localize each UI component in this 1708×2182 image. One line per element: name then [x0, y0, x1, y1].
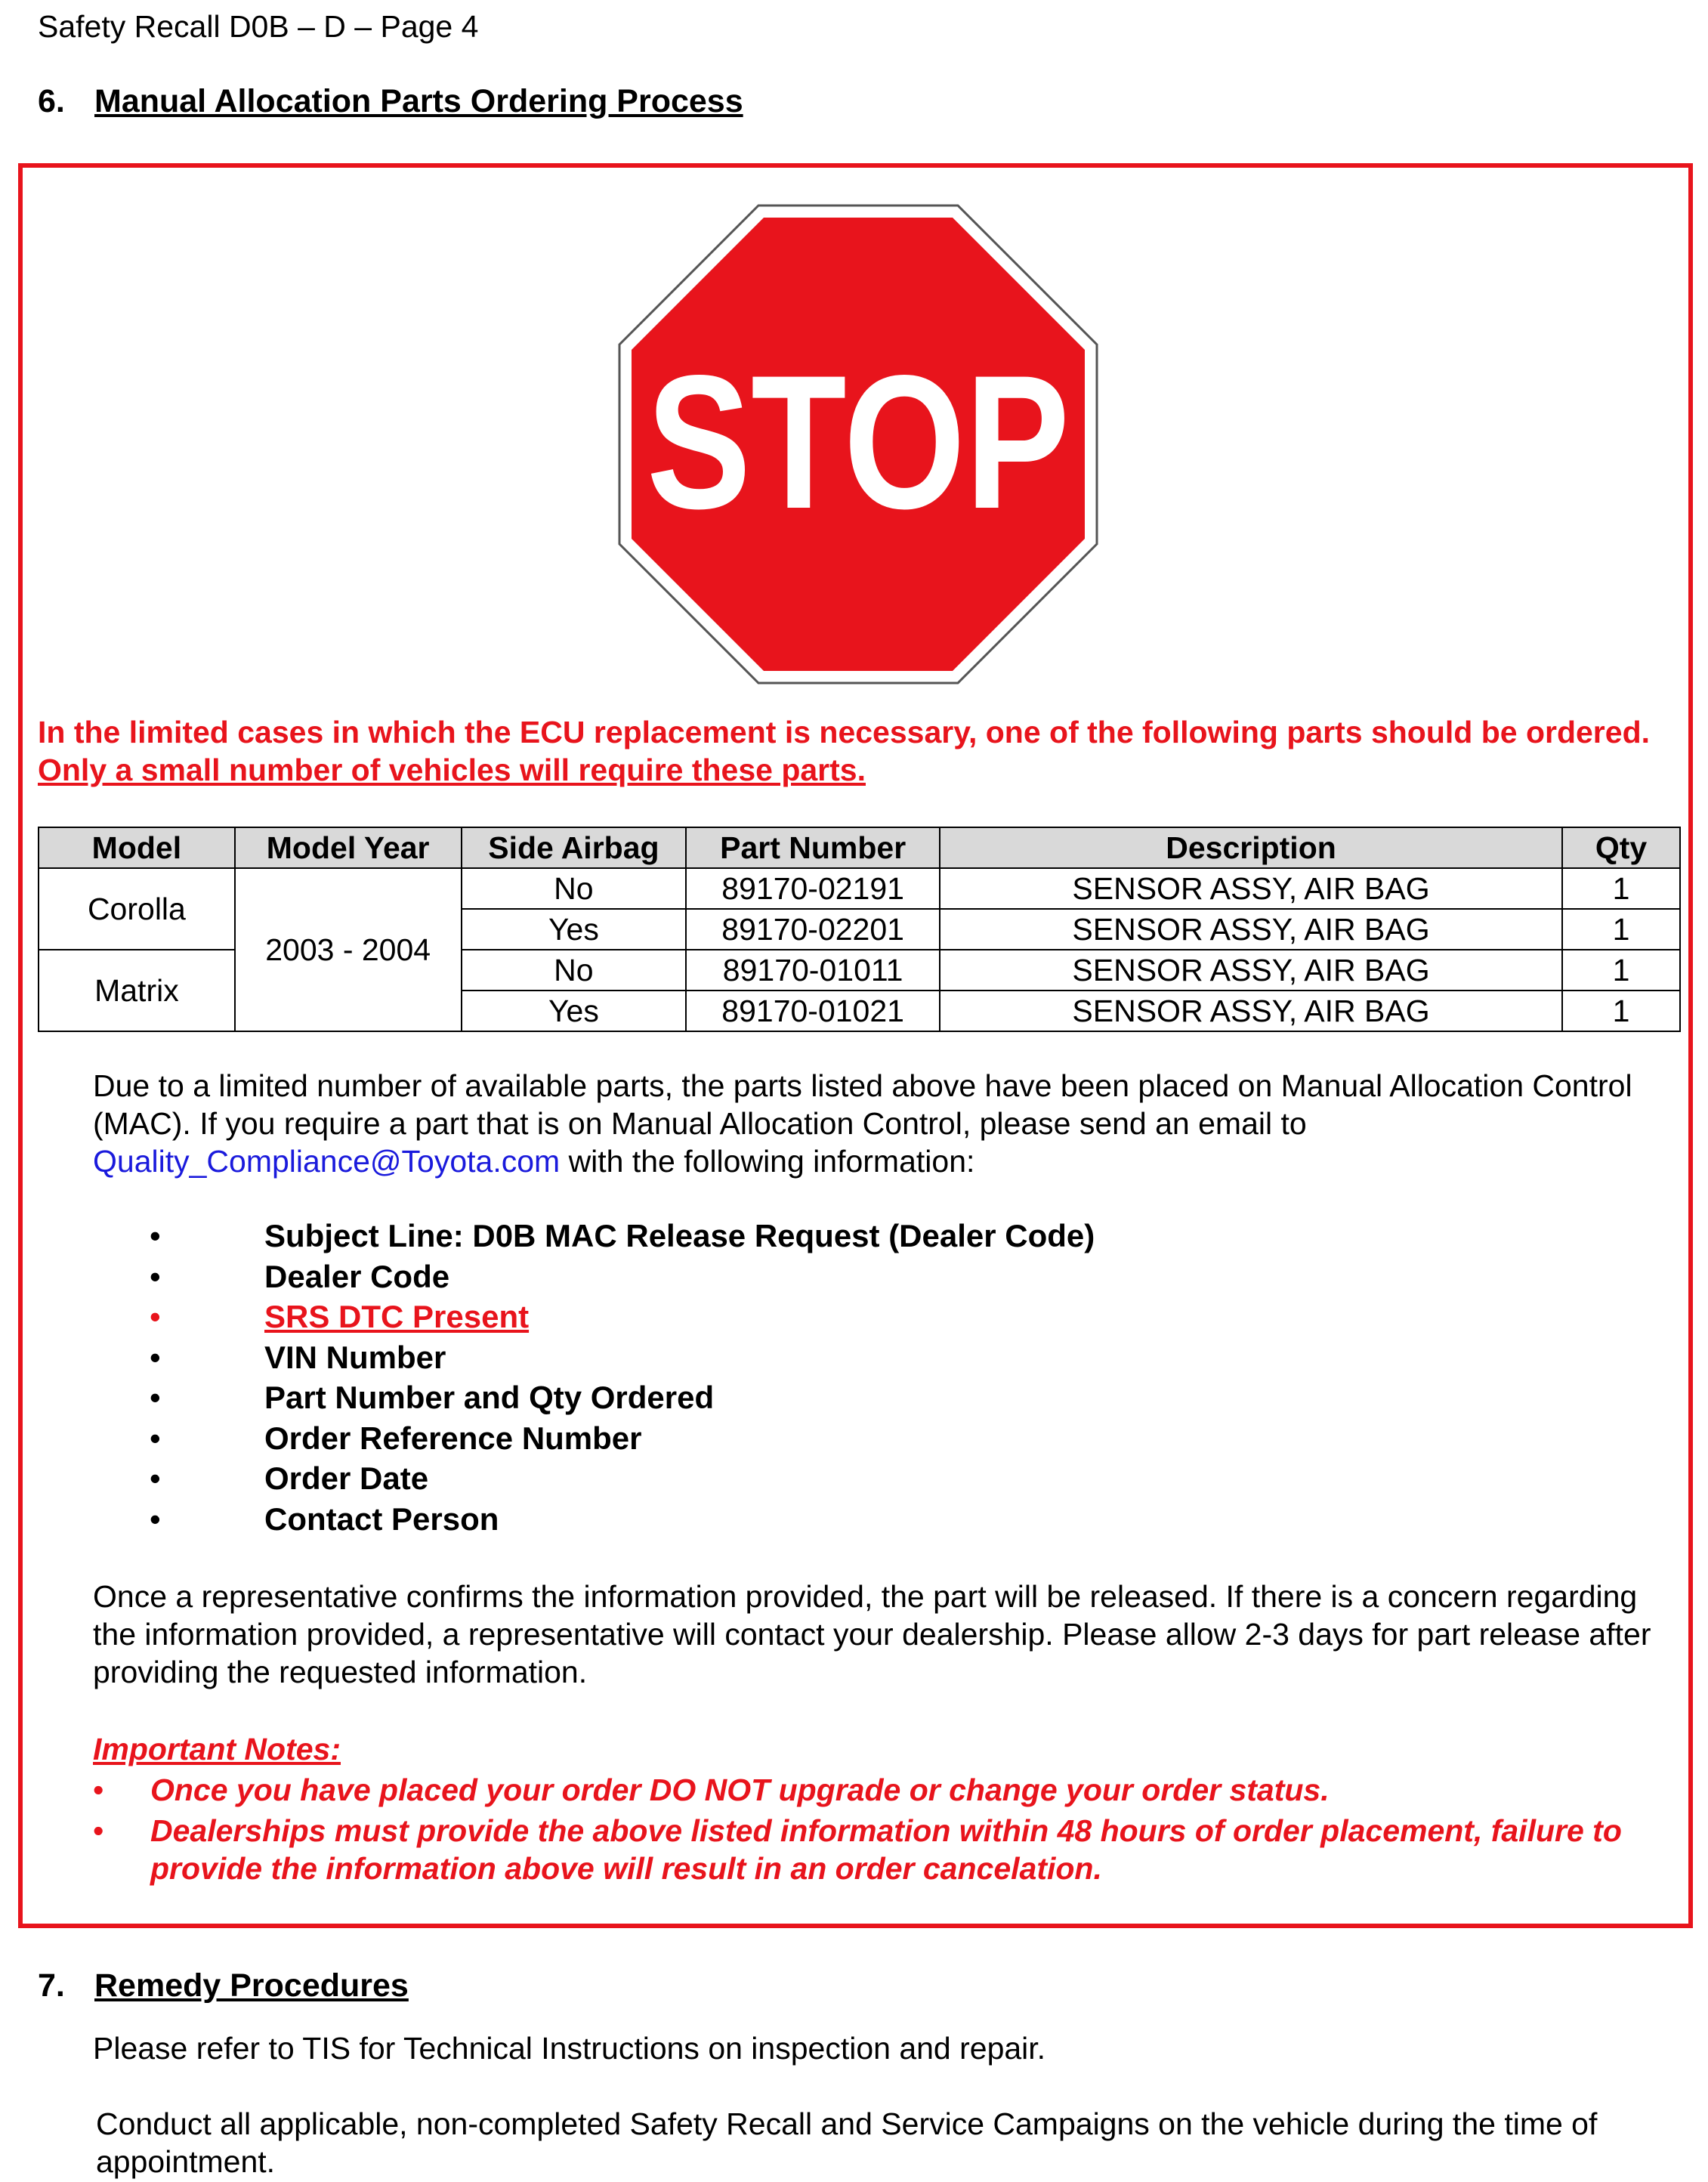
stop-sign-icon — [618, 204, 1098, 685]
bullet-icon: • — [150, 1339, 161, 1375]
section-6-title — [38, 83, 743, 120]
bullet-icon: • — [150, 1299, 161, 1334]
airbag-cell: Yes — [462, 991, 687, 1031]
qty-cell: 1 — [1562, 991, 1680, 1031]
list-item-text: Part Number and Qty Ordered — [264, 1380, 715, 1415]
col-header: Side Airbag — [462, 827, 687, 868]
section-number: 6. — [38, 83, 65, 119]
important-note — [93, 1771, 1669, 1809]
section-label: Manual Allocation Parts Ordering Process — [94, 83, 743, 119]
list-item-text: Order Date — [264, 1460, 429, 1496]
important-note-text: Dealerships must provide the above listed information within 48 hours of order placement, failure to provide the information above will result in an order cancelation. — [150, 1813, 1622, 1886]
bullet-icon: • — [150, 1258, 161, 1294]
list-item-text: Dealer Code — [264, 1258, 450, 1294]
mac-paragraph — [93, 1067, 1664, 1180]
col-header: Model — [39, 827, 235, 868]
section-label: Remedy Procedures — [94, 1967, 409, 2004]
model-cell: Matrix — [39, 950, 235, 1031]
important-notes-title: Important Notes: — [93, 1732, 341, 1766]
bullet-icon: • — [150, 1501, 161, 1537]
col-header: Qty — [1562, 827, 1680, 868]
airbag-cell: No — [462, 950, 687, 991]
airbag-cell: Yes — [462, 909, 687, 950]
model-year-cell: 2003 - 2004 — [235, 868, 462, 1031]
col-header: Model Year — [235, 827, 462, 868]
qty-cell: 1 — [1562, 868, 1680, 909]
description-cell: SENSOR ASSY, AIR BAG — [940, 991, 1562, 1031]
part-number-cell: 89170-02201 — [686, 909, 940, 950]
important-note — [93, 1812, 1669, 1887]
intro-underlined: Only a small number of vehicles will require these parts. — [38, 753, 866, 787]
tis-paragraph: Please refer to TIS for Technical Instructions on inspection and repair. — [93, 2031, 1046, 2066]
model-cell: Corolla — [39, 868, 235, 950]
parts-table — [38, 827, 1681, 1032]
conduct-paragraph: Conduct all applicable, non-completed Safety Recall and Service Campaigns on the vehicle during the time of appointment. — [96, 2106, 1598, 2179]
airbag-cell: No — [462, 868, 687, 909]
mac-text-after: with the following information: — [560, 1144, 975, 1179]
list-item-text: VIN Number — [264, 1339, 446, 1375]
col-header: Description — [940, 827, 1562, 868]
stop-sign-text: STOP — [647, 336, 1070, 549]
qty-cell: 1 — [1562, 909, 1680, 950]
bullet-icon: • — [150, 1380, 161, 1415]
bullet-icon: • — [150, 1218, 161, 1253]
release-paragraph: Once a representative confirms the information provided, the part will be released. If there is a concern regarding the information provided, a representative will contact your dealership. Please allow 2-3 days for part release after providing the requested information. — [93, 1579, 1651, 1689]
important-note-text: Once you have placed your order DO NOT upgrade or change your order status. — [150, 1772, 1330, 1807]
section-number: 7. — [38, 1967, 65, 2004]
important-notes — [93, 1730, 1669, 1887]
page-header: Safety Recall D0B – D – Page 4 — [38, 9, 479, 44]
list-item-text: Order Reference Number — [264, 1420, 642, 1456]
limited-cases-notice — [38, 713, 1662, 789]
table-header-row — [39, 827, 1680, 868]
mac-text: Due to a limited number of available parts, the parts listed above have been placed on Manual Allocation Control (MAC). If you require a part that is on Manual Allocation Control, please send an email to — [93, 1068, 1632, 1141]
description-cell: SENSOR ASSY, AIR BAG — [940, 868, 1562, 909]
bullet-icon: • — [93, 1772, 104, 1807]
list-item-text: Contact Person — [264, 1501, 499, 1537]
intro-text: In the limited cases in which the ECU replacement is necessary, one of the following parts should be ordered. — [38, 715, 1651, 749]
part-number-cell: 89170-01021 — [686, 991, 940, 1031]
section-7-title — [38, 1967, 409, 2004]
bullet-icon: • — [150, 1460, 161, 1496]
list-item-text: Subject Line: D0B MAC Release Request (Dealer Code) — [264, 1218, 1095, 1253]
bullet-icon: • — [93, 1813, 104, 1848]
bullet-icon: • — [150, 1420, 161, 1456]
qty-cell: 1 — [1562, 950, 1680, 991]
table-row — [39, 868, 1680, 909]
email-link[interactable]: Quality_Compliance@Toyota.com — [93, 1144, 561, 1179]
description-cell: SENSOR ASSY, AIR BAG — [940, 909, 1562, 950]
col-header: Part Number — [686, 827, 940, 868]
description-cell: SENSOR ASSY, AIR BAG — [940, 950, 1562, 991]
part-number-cell: 89170-02191 — [686, 868, 940, 909]
list-item-text: SRS DTC Present — [264, 1299, 530, 1334]
part-number-cell: 89170-01011 — [686, 950, 940, 991]
